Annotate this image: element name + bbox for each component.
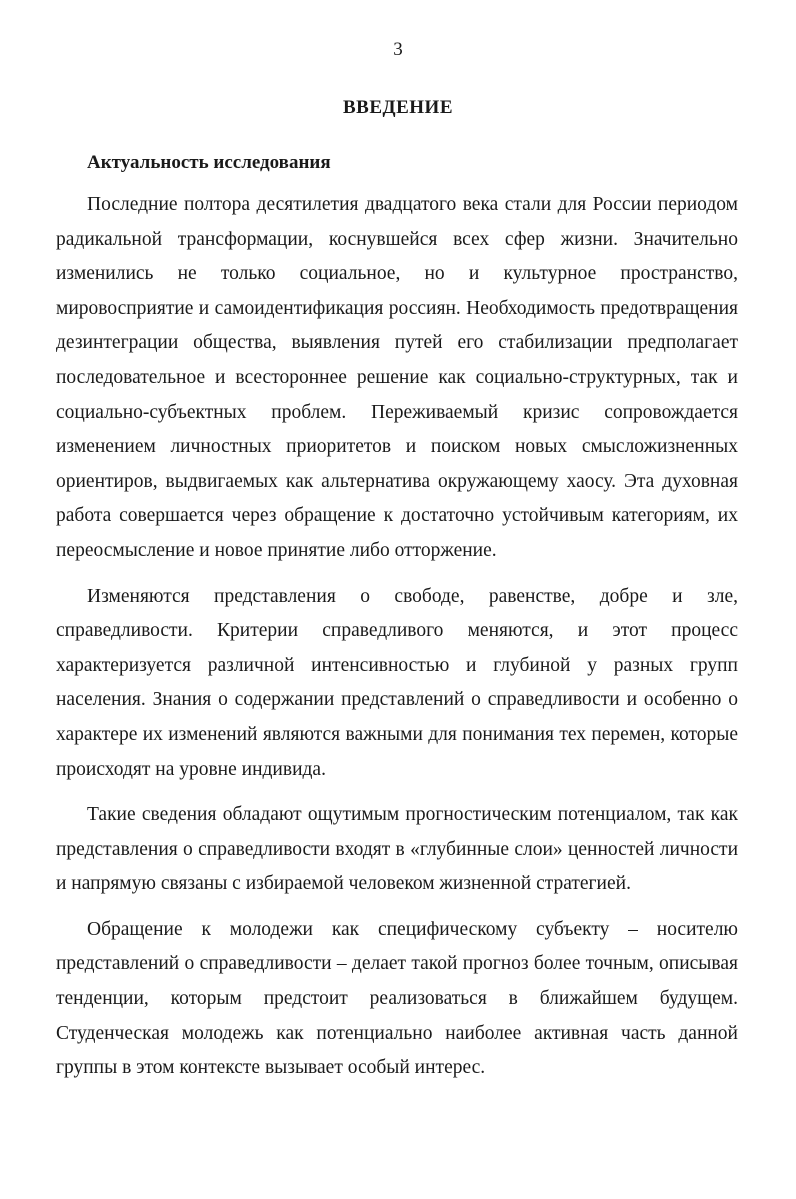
paragraph-3: Такие сведения обладают ощутимым прогностическим потенциалом, так как представления о справедливости входят в «глубинные слои» ценностей личности и напрямую связаны с избираемой человеком жизненной стратегией. bbox=[56, 804, 738, 895]
page-number: 3 bbox=[393, 39, 403, 60]
paragraph-1: Последние полтора десятилетия двадцатого века стали для России периодом радикальной трансформации, коснувшейся всех сфер жизни. Значительно изменились не только социальное, но и культурное пространство, мировосприятие и самоидентификация россиян. Необходимость предотвращения дезинтеграции общества, выявления путей его стабилизации предполагает последовательное и всестороннее решение как социально-структурных, так и социально-субъектных проблем. Переживаемый кризис сопровождается изменением личностных приоритетов и поиском новых смысложизненных ориентиров, выдвигаемых как альтернатива окружающему хаосу. Эта духовная работа совершается через обращение к достаточно устойчивым категориям, их переосмысление и новое принятие либо отторжение. bbox=[56, 194, 738, 561]
paragraph-4: Обращение к молодежи как специфическому субъекту – носителю представлений о справедливости – делает такой прогноз более точным, описывая тенденции, которым предстоит реализоваться в ближайшем будущем. Студенческая молодежь как потенциально наиболее активная часть данной группы в этом контексте вызывает особый интерес. bbox=[56, 918, 738, 1079]
body-text bbox=[56, 188, 738, 1086]
paragraph-2: Изменяются представления о свободе, равенстве, добре и зле, справедливости. Критерии справедливого меняются, и этот процесс характеризуется различной интенсивностью и глубиной у разных групп населения. Знания о содержании представлений о справедливости и особенно о характере их изменений являются важными для понимания тех перемен, которые происходят на уровне индивида. bbox=[56, 585, 738, 780]
section-heading: Актуальность исследования bbox=[87, 152, 331, 173]
chapter-title: ВВЕДЕНИЕ bbox=[343, 97, 453, 118]
